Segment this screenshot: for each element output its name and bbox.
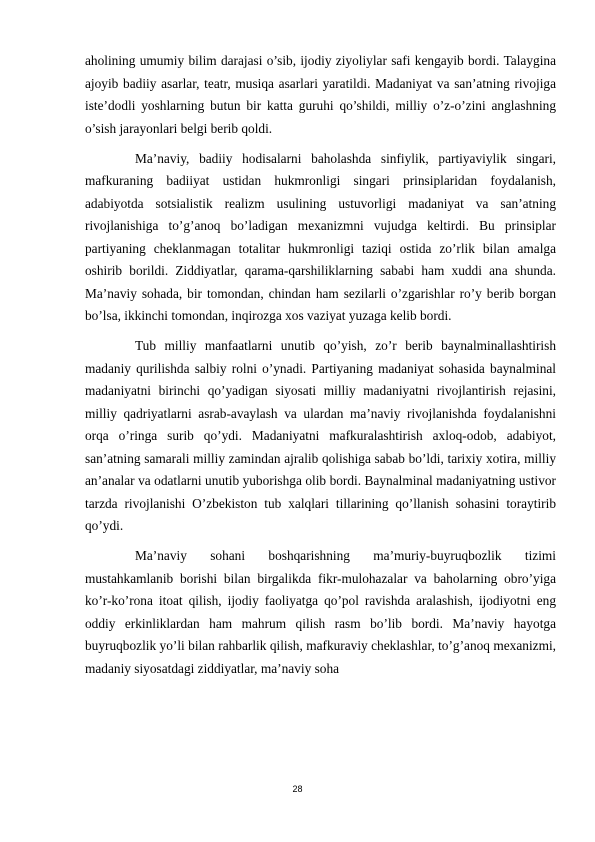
paragraph: Ma’naviy sohani boshqarishning ma’muriy-buyruqbozlik tizimi mustahkamlanib borishi bilan birgalikda fikr-mulohazalar va baholarning obro’yiga ko’r-ko’rona itoat qilish, ijodiy faoliyatga qo’pol ravishda aralashish, ijodiyotni eng oddiy erkinliklardan ham mahrum qilish rasm bo’lib bordi. Ma’naviy hayotga buyruqbozlik yo’li bilan rahbarlik qilish, mafkuraviy cheklashlar, to’g’anoq mexanizmi, madaniy siyosatdagi ziddiyatlar, ma’naviy soha: [85, 548, 556, 676]
paragraph-continuation: aholining umumiy bilim darajasi o’sib, ijodiy ziyoliylar safi kengayib bordi. Talaygina ajoyib badiiy asarlar, teatr, musiqa asarlari yaratildi. Madaniyat va san’atning rivojiga iste’dodli yoshlarning butun bir katta guruhi qo’shildi, milliy o’z-o’zini anglashning o’sish jarayonlari belgi berib qoldi.: [85, 53, 556, 136]
paragraph: Ma’naviy, badiiy hodisalarni baholashda sinfiylik, partiyaviylik singari, mafkuraning badiiyat ustidan hukmronligi singari prinsiplaridan foydalanish, adabiyotda sotsialistik realizm usulining ustuvorligi madaniyat va san’atning rivojlanishiga to’g’anoq bo’ladigan mexanizmni vujudga keltirdi. Bu prinsiplar partiyaning cheklanmagan totalitar hukmronligi taziqi ostida zo’rlik bilan amalga oshirib borildi. Ziddiyatlar, qarama-qarshiliklarning sababi ham xuddi ana shunda. Ma’naviy sohada, bir tomondan, chindan ham sezilarli o’zgarishlar ro’y berib borgan bo’lsa, ikkinchi tomondan, inqirozga xos vaziyat yuzaga kelib bordi.: [85, 150, 556, 323]
body-text: [85, 50, 556, 688]
paragraph: Tub milliy manfaatlarni unutib qo’yish, zo’r berib baynalminallashtirish madaniy qurilishda salbiy rolni o’ynadi. Partiyaning madaniyat sohasida baynalminal madaniyatni birinchi qo’yadigan siyosati milliy madaniyatni rivojlantirish rejasini, milliy qadriyatlarni asrab-avaylash va ulardan ma’naviy rivojlanishda foydalanishni orqa o’ringa surib qo’ydi. Madaniyatni mafkuralashtirish axloq-odob, adabiyot, san’atning samarali milliy zamindan ajralib qolishiga sabab bo’ldi, tarixiy xotira, milliy an’analar va odatlarni unutib yuborishga olib bordi. Baynalminal madaniyatning ustivor tarzda rivojlanishi O’zbekiston tub xalqlari tillarining qo’llanish sohasini toraytirib qo’ydi.: [85, 338, 556, 533]
page-number: 28: [292, 784, 303, 794]
